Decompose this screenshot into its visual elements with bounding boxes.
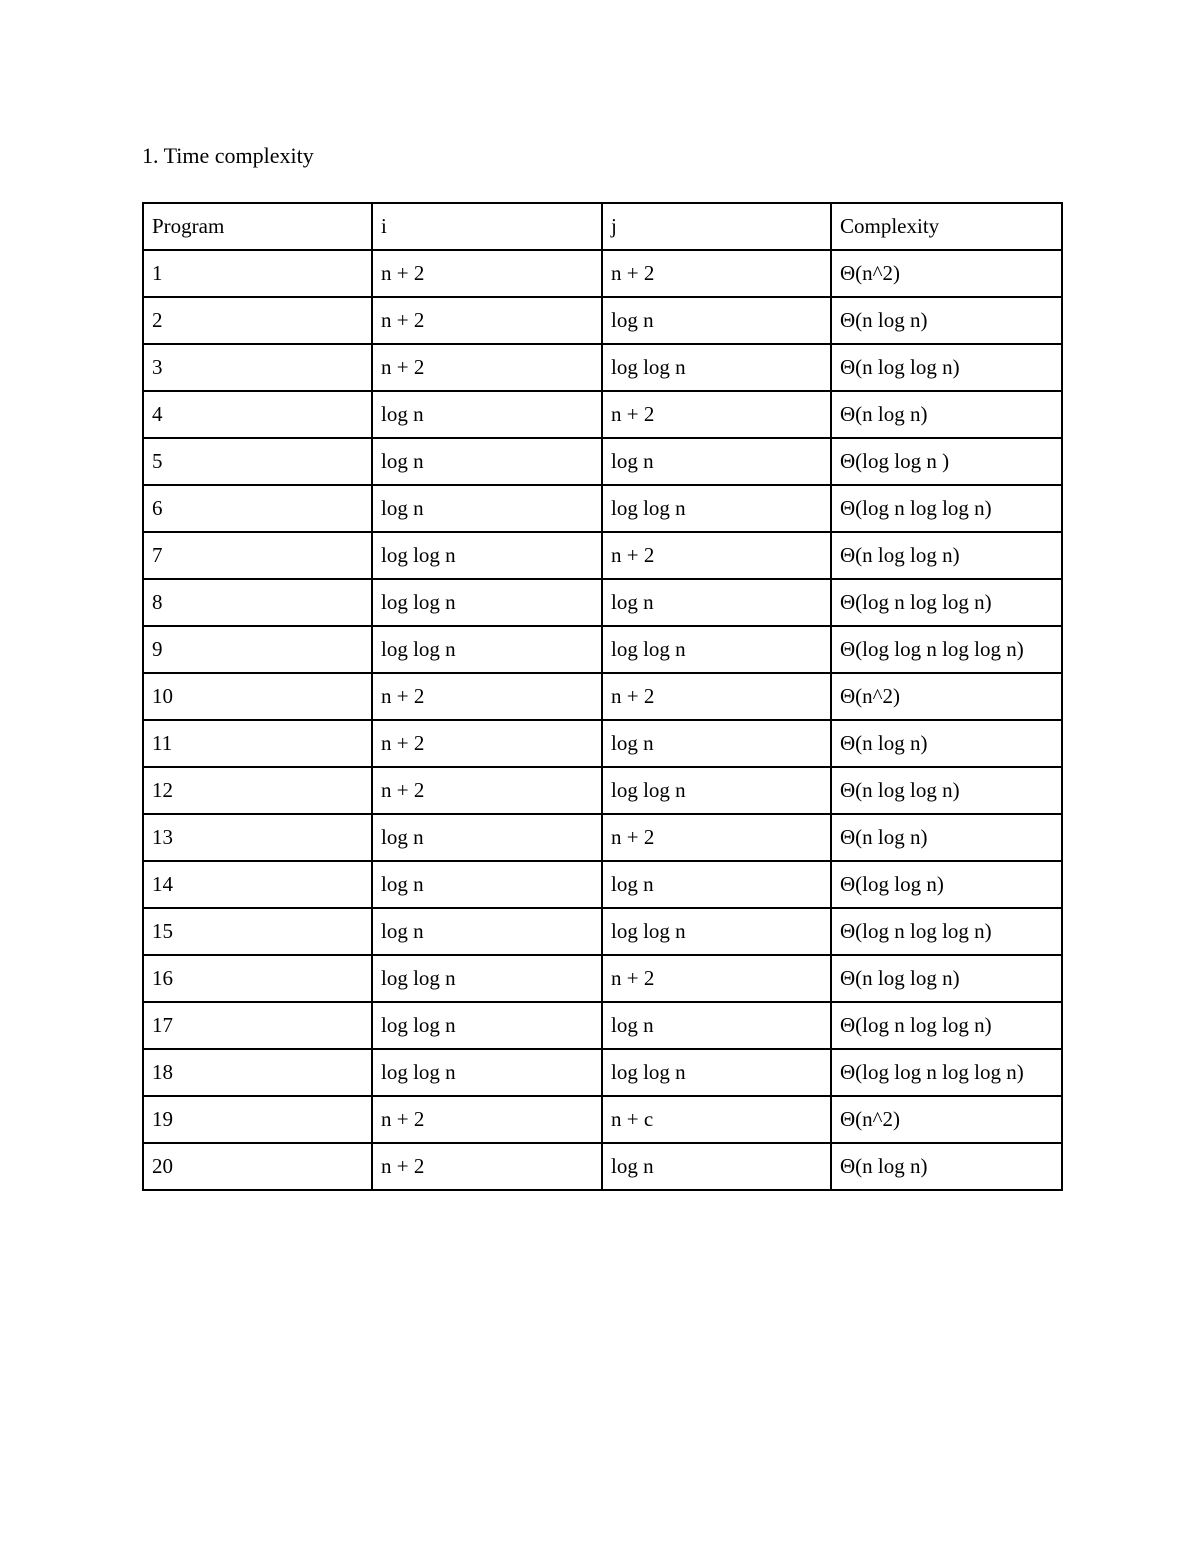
program-cell: 16 — [143, 955, 372, 1002]
header-program: Program — [143, 203, 372, 250]
complexity-cell: Θ(log n log log n) — [831, 908, 1062, 955]
program-cell: 1 — [143, 250, 372, 297]
j-cell: n + c — [602, 1096, 831, 1143]
program-cell: 12 — [143, 767, 372, 814]
j-cell: log log n — [602, 908, 831, 955]
i-cell: n + 2 — [372, 250, 602, 297]
header-j: j — [602, 203, 831, 250]
j-cell: n + 2 — [602, 532, 831, 579]
table-row — [143, 673, 1062, 720]
j-cell: n + 2 — [602, 673, 831, 720]
i-cell: n + 2 — [372, 297, 602, 344]
table-row — [143, 391, 1062, 438]
program-cell: 15 — [143, 908, 372, 955]
i-cell: log n — [372, 485, 602, 532]
header-complexity: Complexity — [831, 203, 1062, 250]
i-cell: n + 2 — [372, 767, 602, 814]
complexity-cell: Θ(n log n) — [831, 391, 1062, 438]
j-cell: log log n — [602, 767, 831, 814]
table-row — [143, 532, 1062, 579]
j-cell: log n — [602, 297, 831, 344]
j-cell: log log n — [602, 344, 831, 391]
table-header-row — [143, 203, 1062, 250]
table-row — [143, 344, 1062, 391]
i-cell: n + 2 — [372, 344, 602, 391]
i-cell: log log n — [372, 532, 602, 579]
complexity-cell: Θ(n log n) — [831, 814, 1062, 861]
j-cell: n + 2 — [602, 391, 831, 438]
page-title: 1. Time complexity — [142, 143, 314, 168]
i-cell: log log n — [372, 1049, 602, 1096]
j-cell: log n — [602, 579, 831, 626]
j-cell: log n — [602, 861, 831, 908]
i-cell: log n — [372, 908, 602, 955]
i-cell: n + 2 — [372, 720, 602, 767]
table-row — [143, 955, 1062, 1002]
j-cell: log log n — [602, 485, 831, 532]
complexity-table — [142, 202, 1063, 1191]
complexity-cell: Θ(n log log n) — [831, 344, 1062, 391]
i-cell: log log n — [372, 955, 602, 1002]
program-cell: 4 — [143, 391, 372, 438]
complexity-cell: Θ(log log n log log n) — [831, 1049, 1062, 1096]
complexity-cell: Θ(log n log log n) — [831, 579, 1062, 626]
table-row — [143, 250, 1062, 297]
table-row — [143, 579, 1062, 626]
program-cell: 9 — [143, 626, 372, 673]
j-cell: log n — [602, 1002, 831, 1049]
complexity-cell: Θ(n^2) — [831, 673, 1062, 720]
j-cell: log log n — [602, 626, 831, 673]
table-row — [143, 814, 1062, 861]
program-cell: 19 — [143, 1096, 372, 1143]
j-cell: log n — [602, 1143, 831, 1190]
program-cell: 5 — [143, 438, 372, 485]
program-cell: 17 — [143, 1002, 372, 1049]
j-cell: n + 2 — [602, 250, 831, 297]
table-row — [143, 908, 1062, 955]
table-row — [143, 1143, 1062, 1190]
program-cell: 18 — [143, 1049, 372, 1096]
complexity-cell: Θ(n log log n) — [831, 532, 1062, 579]
program-cell: 20 — [143, 1143, 372, 1190]
i-cell: log log n — [372, 579, 602, 626]
table-row — [143, 485, 1062, 532]
program-cell: 8 — [143, 579, 372, 626]
table-row — [143, 720, 1062, 767]
i-cell: n + 2 — [372, 673, 602, 720]
program-cell: 7 — [143, 532, 372, 579]
complexity-cell: Θ(n log n) — [831, 1143, 1062, 1190]
complexity-cell: Θ(n^2) — [831, 250, 1062, 297]
table-row — [143, 297, 1062, 344]
header-i: i — [372, 203, 602, 250]
table-row — [143, 1002, 1062, 1049]
i-cell: log n — [372, 814, 602, 861]
i-cell: log log n — [372, 1002, 602, 1049]
complexity-cell: Θ(n log log n) — [831, 955, 1062, 1002]
complexity-cell: Θ(log n log log n) — [831, 1002, 1062, 1049]
j-cell: log n — [602, 720, 831, 767]
table-row — [143, 1049, 1062, 1096]
complexity-cell: Θ(log log n) — [831, 861, 1062, 908]
table-body — [143, 250, 1062, 1190]
complexity-cell: Θ(log n log log n) — [831, 485, 1062, 532]
table-row — [143, 767, 1062, 814]
i-cell: n + 2 — [372, 1143, 602, 1190]
complexity-cell: Θ(log log n log log n) — [831, 626, 1062, 673]
program-cell: 6 — [143, 485, 372, 532]
program-cell: 14 — [143, 861, 372, 908]
table-row — [143, 1096, 1062, 1143]
program-cell: 2 — [143, 297, 372, 344]
i-cell: log n — [372, 861, 602, 908]
j-cell: n + 2 — [602, 955, 831, 1002]
i-cell: n + 2 — [372, 1096, 602, 1143]
j-cell: log n — [602, 438, 831, 485]
program-cell: 13 — [143, 814, 372, 861]
complexity-cell: Θ(n log n) — [831, 720, 1062, 767]
j-cell: log log n — [602, 1049, 831, 1096]
program-cell: 11 — [143, 720, 372, 767]
complexity-cell: Θ(log log n ) — [831, 438, 1062, 485]
complexity-cell: Θ(n log n) — [831, 297, 1062, 344]
table-row — [143, 861, 1062, 908]
program-cell: 10 — [143, 673, 372, 720]
table-row — [143, 438, 1062, 485]
complexity-cell: Θ(n log log n) — [831, 767, 1062, 814]
i-cell: log n — [372, 391, 602, 438]
i-cell: log n — [372, 438, 602, 485]
j-cell: n + 2 — [602, 814, 831, 861]
i-cell: log log n — [372, 626, 602, 673]
complexity-cell: Θ(n^2) — [831, 1096, 1062, 1143]
table-row — [143, 626, 1062, 673]
program-cell: 3 — [143, 344, 372, 391]
